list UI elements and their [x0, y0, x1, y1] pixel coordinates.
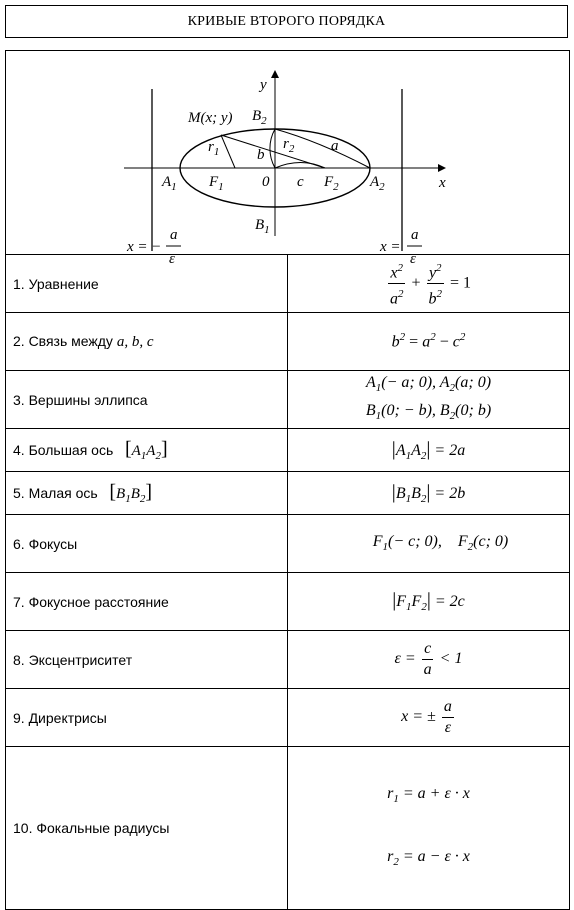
- r1-label: $r_1$: [208, 139, 220, 158]
- right-directrix-lhs: x =: [380, 239, 401, 255]
- a-label: a: [331, 138, 339, 154]
- row-label: 3. Вершины эллипса: [6, 371, 288, 429]
- row-vertices: [6, 371, 570, 429]
- b1-label: $B_1$: [255, 217, 270, 236]
- equation-formula: $\frac{x^2}{a^2}$ + $\frac{y^2}{b^2}$ = 1: [288, 255, 570, 313]
- right-directrix-num: a: [411, 227, 419, 243]
- minor-axis-formula: $|B_1B_2| = 2b$: [288, 472, 570, 515]
- ellipse-diagram: [6, 51, 570, 267]
- a1-label: $A_1$: [162, 174, 177, 193]
- x-fraction: $\frac{x^2}{a^2}$: [388, 258, 406, 310]
- a2-label: $A_2$: [370, 174, 385, 193]
- r2-label: $r_2$: [283, 136, 295, 155]
- b2-label: $B_2$: [252, 108, 267, 127]
- page-title: КРИВЫЕ ВТОРОГО ПОРЯДКА: [5, 5, 568, 38]
- row-label: 7. Фокусное расстояние: [6, 573, 288, 631]
- row-label: 1. Уравнение: [6, 255, 288, 313]
- diagram-row: [6, 51, 570, 255]
- focal-distance-formula: $|F_1F_2| = 2c$: [288, 573, 570, 631]
- f1-label: $F_1$: [209, 174, 224, 193]
- row-foci: [6, 515, 570, 573]
- row-label: 9. Директрисы: [6, 689, 288, 747]
- row-label: 5. Малая ось $[B_1B_2]$: [6, 472, 288, 515]
- major-axis-formula: $|A_1A_2| = 2a$: [288, 429, 570, 472]
- row-label: 2. Связь между a, b, c: [6, 313, 288, 371]
- row-focal-radii: [6, 747, 570, 910]
- row-label: 6. Фокусы: [6, 515, 288, 573]
- focal-radii-formula: $r_1 = a + \varepsilon \cdot x$ $r_2 = a - \varepsilon \cdot x$: [288, 747, 570, 910]
- row-focal-distance: [6, 573, 570, 631]
- vertices-formula: $A_1(- a$; 0), $A_2(a$; 0) $B_1(0$; − b), $B_2(0$; b): [288, 371, 570, 429]
- row-label: 8. Эксцентриситет: [6, 631, 288, 689]
- y-axis-arrow-icon: [271, 70, 279, 78]
- c-label: c: [297, 174, 304, 190]
- right-directrix-den: ε: [410, 251, 416, 267]
- row-eccentricity: [6, 631, 570, 689]
- c-arc: [275, 163, 325, 169]
- b-arc: [270, 129, 275, 168]
- directrices-formula: x = ± $\frac{a}{\varepsilon}$: [288, 689, 570, 747]
- left-directrix-num: a: [170, 227, 178, 243]
- b-label: b: [257, 147, 265, 163]
- row-relation: [6, 313, 570, 371]
- foci-formula: $F_1(- c$; 0), $F_2(c$; 0): [288, 515, 570, 573]
- row-minor-axis: [6, 472, 570, 515]
- point-m-label: M(x; y): [188, 110, 233, 126]
- y-axis-label: y: [260, 77, 267, 93]
- row-label: 10. Фокальные радиусы: [6, 747, 288, 910]
- row-equation: [6, 255, 570, 313]
- y-fraction: $\frac{y^2}{b^2}$: [427, 258, 445, 310]
- ellipse-figure: [6, 51, 568, 267]
- r1-segment: [221, 135, 235, 168]
- left-directrix-lhs: x = −: [127, 239, 162, 255]
- relation-formula: $b^2 = a^2 - c^2$: [288, 313, 570, 371]
- x-axis-label: x: [439, 175, 446, 191]
- origin-label: 0: [262, 174, 270, 190]
- f2-label: $F_2$: [324, 174, 339, 193]
- row-directrices: [6, 689, 570, 747]
- properties-table: [5, 50, 570, 910]
- row-label: 4. Большая ось $[A_1A_2]$: [6, 429, 288, 472]
- left-directrix-den: ε: [169, 251, 175, 267]
- eccentricity-formula: ε = $\frac{c}{a}$ < 1: [288, 631, 570, 689]
- x-axis-arrow-icon: [438, 164, 446, 172]
- row-major-axis: [6, 429, 570, 472]
